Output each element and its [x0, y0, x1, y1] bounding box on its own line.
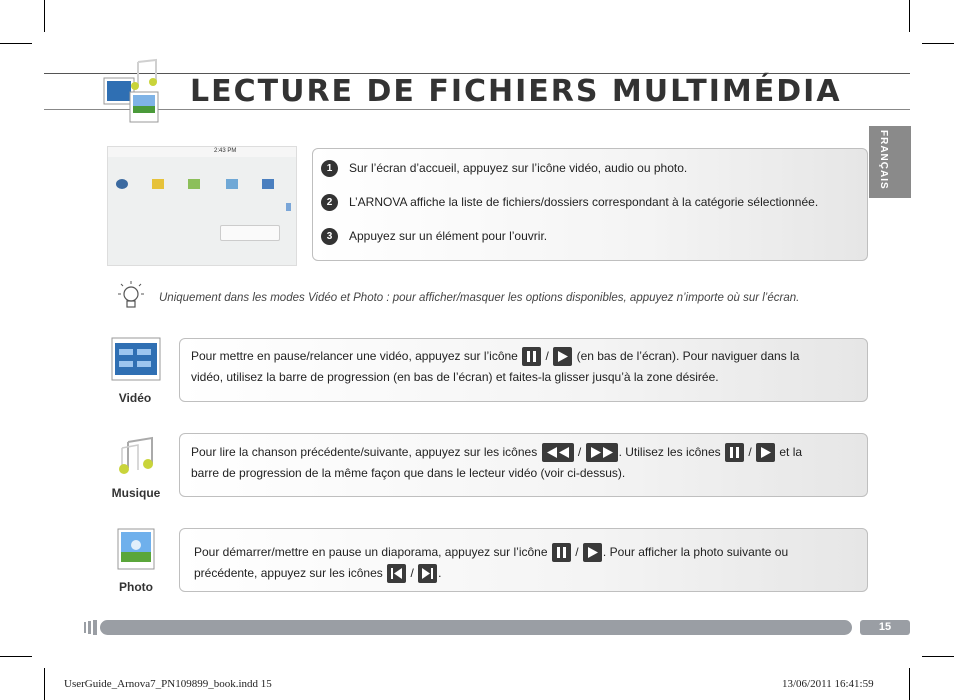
crop-mark — [909, 668, 910, 700]
video-sep: / — [545, 349, 549, 363]
fast-forward-icon — [586, 443, 618, 462]
crop-mark — [909, 0, 910, 32]
bar-decoration — [84, 620, 98, 635]
video-text-part: (en bas de l’écran). Pour naviguer dans la — [576, 349, 800, 363]
device-app-icon — [226, 179, 238, 189]
device-search-widget — [220, 225, 280, 241]
device-status-time: 2:43 PM — [214, 148, 237, 154]
device-status-bar — [108, 147, 296, 157]
photo-text-part: . Pour afficher la photo suivante ou — [602, 545, 789, 559]
crop-mark — [0, 43, 32, 44]
crop-mark — [0, 656, 32, 657]
video-caption: Vidéo — [118, 391, 152, 405]
music-text-part: . Utilisez les icônes — [618, 445, 721, 459]
video-icon — [111, 337, 161, 381]
video-text-part: Pour mettre en pause/relancer une vidéo, appuyez sur l’icône — [191, 349, 518, 363]
language-tab-label: FRANÇAIS — [878, 130, 889, 190]
device-app-icon — [262, 179, 274, 189]
language-tab — [869, 126, 911, 198]
device-app-icon — [116, 179, 128, 189]
music-caption: Musique — [111, 486, 161, 500]
crop-mark — [922, 656, 954, 657]
tip-note: Uniquement dans les modes Vidéo et Photo : pour afficher/masquer les options disponibles, appuyez n’importe où sur l’écran. — [159, 292, 800, 304]
device-app-icon — [152, 179, 164, 189]
music-text-part: barre de progression de la même façon que dans le lecteur vidéo (voir ci-dessus). — [191, 466, 626, 480]
music-text-part: Pour lire la chanson précédente/suivante, appuyez sur les icônes — [191, 445, 538, 459]
step-number: 2 — [321, 194, 338, 211]
rewind-icon — [542, 443, 574, 462]
header-rule-bottom — [44, 109, 910, 110]
photo-caption: Photo — [119, 580, 153, 594]
photo-sep: / — [575, 545, 579, 559]
music-sep: / — [577, 445, 582, 459]
play-icon — [553, 347, 572, 366]
video-text — [191, 346, 856, 388]
step-text: Sur l’écran d’accueil, appuyez sur l’icône vidéo, audio ou photo. — [349, 161, 688, 175]
lightbulb-icon — [115, 280, 147, 316]
music-text — [191, 442, 856, 484]
page-number: 15 — [860, 620, 910, 635]
footer-file-info: UserGuide_Arnova7_PN109899_book.indd 15 — [64, 678, 272, 690]
footer-timestamp: 13/06/2011 16:41:59 — [782, 678, 874, 690]
device-app-icon — [188, 179, 200, 189]
step-text: L’ARNOVA affiche la liste de fichiers/dossiers correspondant à la catégorie sélectionnée. — [349, 195, 819, 209]
pause-icon — [522, 347, 541, 366]
step-number: 3 — [321, 228, 338, 245]
photo-icon — [117, 528, 155, 570]
crop-mark — [44, 0, 45, 32]
play-icon — [583, 543, 602, 562]
pause-icon — [725, 443, 744, 462]
music-sep: / — [748, 445, 752, 459]
step-text: Appuyez sur un élément pour l’ouvrir. — [349, 229, 548, 243]
photo-sep: / — [410, 566, 414, 580]
device-screenshot — [107, 146, 297, 266]
page-title: LECTURE DE FICHIERS MULTIMÉDIA — [190, 74, 842, 109]
previous-icon — [387, 564, 406, 583]
next-icon — [418, 564, 437, 583]
photo-text-part: . — [438, 566, 442, 580]
photo-text-part: Pour démarrer/mettre en pause un diaporama, appuyez sur l’icône — [194, 545, 548, 559]
step-number: 1 — [321, 160, 338, 177]
page-progress-bar — [100, 620, 852, 635]
music-text-part: et la — [779, 445, 803, 459]
play-icon — [756, 443, 775, 462]
photo-text-part: précédente, appuyez sur les icônes — [194, 566, 383, 580]
device-scroll-indicator — [286, 203, 291, 211]
pause-icon — [552, 543, 571, 562]
video-text-part: vidéo, utilisez la barre de progression (en bas de l’écran) et faites-la glisser jusqu’à la zone désirée. — [191, 370, 719, 384]
music-icon — [114, 432, 158, 476]
photo-text — [194, 542, 856, 584]
crop-mark — [922, 43, 954, 44]
multimedia-icon — [100, 58, 162, 124]
crop-mark — [44, 668, 45, 700]
